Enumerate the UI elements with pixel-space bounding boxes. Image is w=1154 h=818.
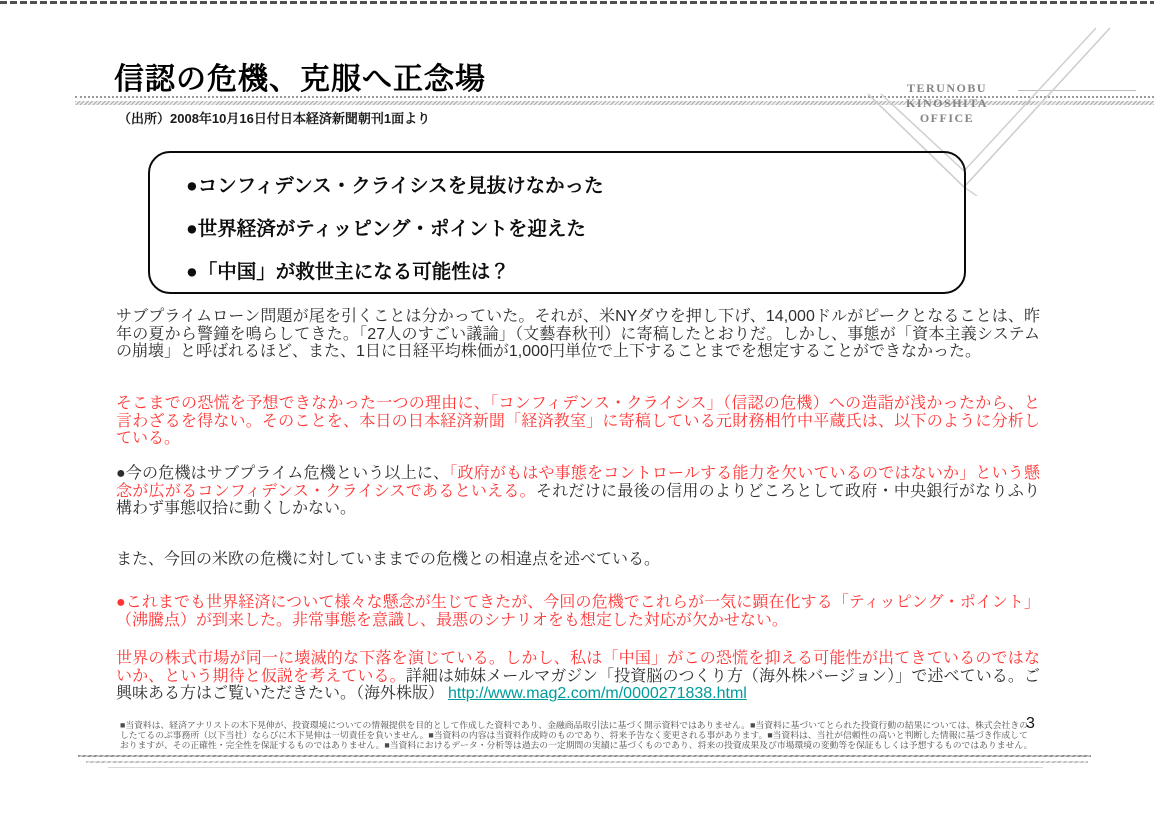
key-point-1: ●コンフィデンス・クライシスを見抜けなかった <box>186 175 604 197</box>
page-number: 3 <box>1026 715 1035 732</box>
disclaimer-line-1: ■当資料は、経済アナリストの木下晃伸が、投資環境についての情報提供を目的として作成した資料であり、金融商品取引法に基づく開示資料ではありません。■当資料に基づいてとられた投資行動の結果については、株式会社きの <box>120 720 1028 730</box>
bottom-rule-2 <box>86 761 1088 763</box>
bottom-rule-1 <box>78 755 1091 757</box>
paragraph-confidence-crisis: そこまでの恐慌を予想できなかった一つの理由に、「コンフィデンス・クライシス」（信認の危機）への造詣が浅かったから、と言わざるを得ない。そのことを、本日の日本経済新聞「経済教室」に寄稿している元財務相竹中平蔵氏は、以下のように分析している。 <box>116 395 1040 447</box>
disclaimer-line-3: おりますが、その正確性・完全性を保証するものではありません。■当資料におけるデータ・分析等は過去の一定期間の実績に基づくものであり、将来の投資成果及び市場環境の変動等を保証もしくは予想するものではありません。 <box>120 740 1033 750</box>
paragraph-subprime: サブプライムローン問題が尾を引くことは分かっていた。それが、米NYダウを押し下げ、14,000ドルがピークとなることは、昨年の夏から警鐘を鳴らしてきた。「27人のすごい議論」（文藝春秋刊）に寄稿したとおりだ。しかし、事態が「資本主義システムの崩壊」と呼ばれるほど、また、1日に日経平均株価が1,000円単位で上下することまでを想定することができなかった。 <box>116 308 1040 360</box>
p3-lead-text: ●今の危機はサブプライム危機という以上に、 <box>116 465 450 482</box>
key-point-2: ●世界経済がティッピング・ポイントを迎えた <box>186 218 586 240</box>
paragraph-difference: また、今回の米欧の危機に対していままでの危機との相違点を述べている。 <box>116 551 661 568</box>
bottom-rule-3 <box>108 767 1043 768</box>
p3-tail-text: それだけに最後の信用のよりどころとして政府・中央銀行がなりふり構わず事態収拾に動くしかない。 <box>116 482 1040 517</box>
key-point-3: ●「中国」が救世主になる可能性は？ <box>186 261 510 283</box>
paragraph-government-control <box>116 465 1040 518</box>
disclaimer-line-2: したてるのぶ事務所（以下当社）ならびに木下晃伸は一切責任を負いません。■当資料の内容は当資料作成時のものであり、将来予告なく変更される事があります。■当資料は、当社が信頼性の高いと判断した情報に基づき作成して <box>120 730 1028 740</box>
top-dashed-rule <box>0 1 1154 4</box>
p6-black-text: 詳細は姉妹メールマガジン「投資脳のつくり方（海外株バージョン）」で述べている。ご興味ある方はご覧いただきたい。（海外株版） <box>116 667 1040 702</box>
office-logo-text <box>872 81 1022 126</box>
paragraph-china-hope <box>116 650 1040 703</box>
logo-line-3: OFFICE <box>919 111 975 125</box>
source-caption: （出所）2008年10月16日付日本経済新聞朝刊1面より <box>118 111 431 126</box>
logo-line-2: KINOSHITA <box>906 96 988 110</box>
key-points-box <box>148 151 966 294</box>
page-title: 信認の危機、克服へ正念場 <box>114 63 486 96</box>
p3-red-text: 「政府がもはや事態をコントロールする能力を欠いているのではないか」という懸念が広がるコンフィデンス・クライシスであるといえる。 <box>116 465 1041 500</box>
p6-red-text: 世界の株式市場が同一に壊滅的な下落を演じている。しかし、私は「中国」がこの恐慌を抑える可能性が出てきているのではないか、という期待と仮説を考えている。 <box>116 650 1040 685</box>
footer-disclaimer <box>120 720 1032 750</box>
logo-line-1: TERUNOBU <box>906 81 987 95</box>
mag2-link[interactable]: http://www.mag2.com/m/0000271838.html <box>448 685 747 702</box>
paragraph-tipping-point: ●これまでも世界経済について様々な懸念が生じてきたが、今回の危機でこれらが一気に顕在化する「ティッピング・ポイント」（沸騰点）が到来した。非常事態を意識し、最悪のシナリオをも想定した対応が欠かせない。 <box>116 594 1040 629</box>
